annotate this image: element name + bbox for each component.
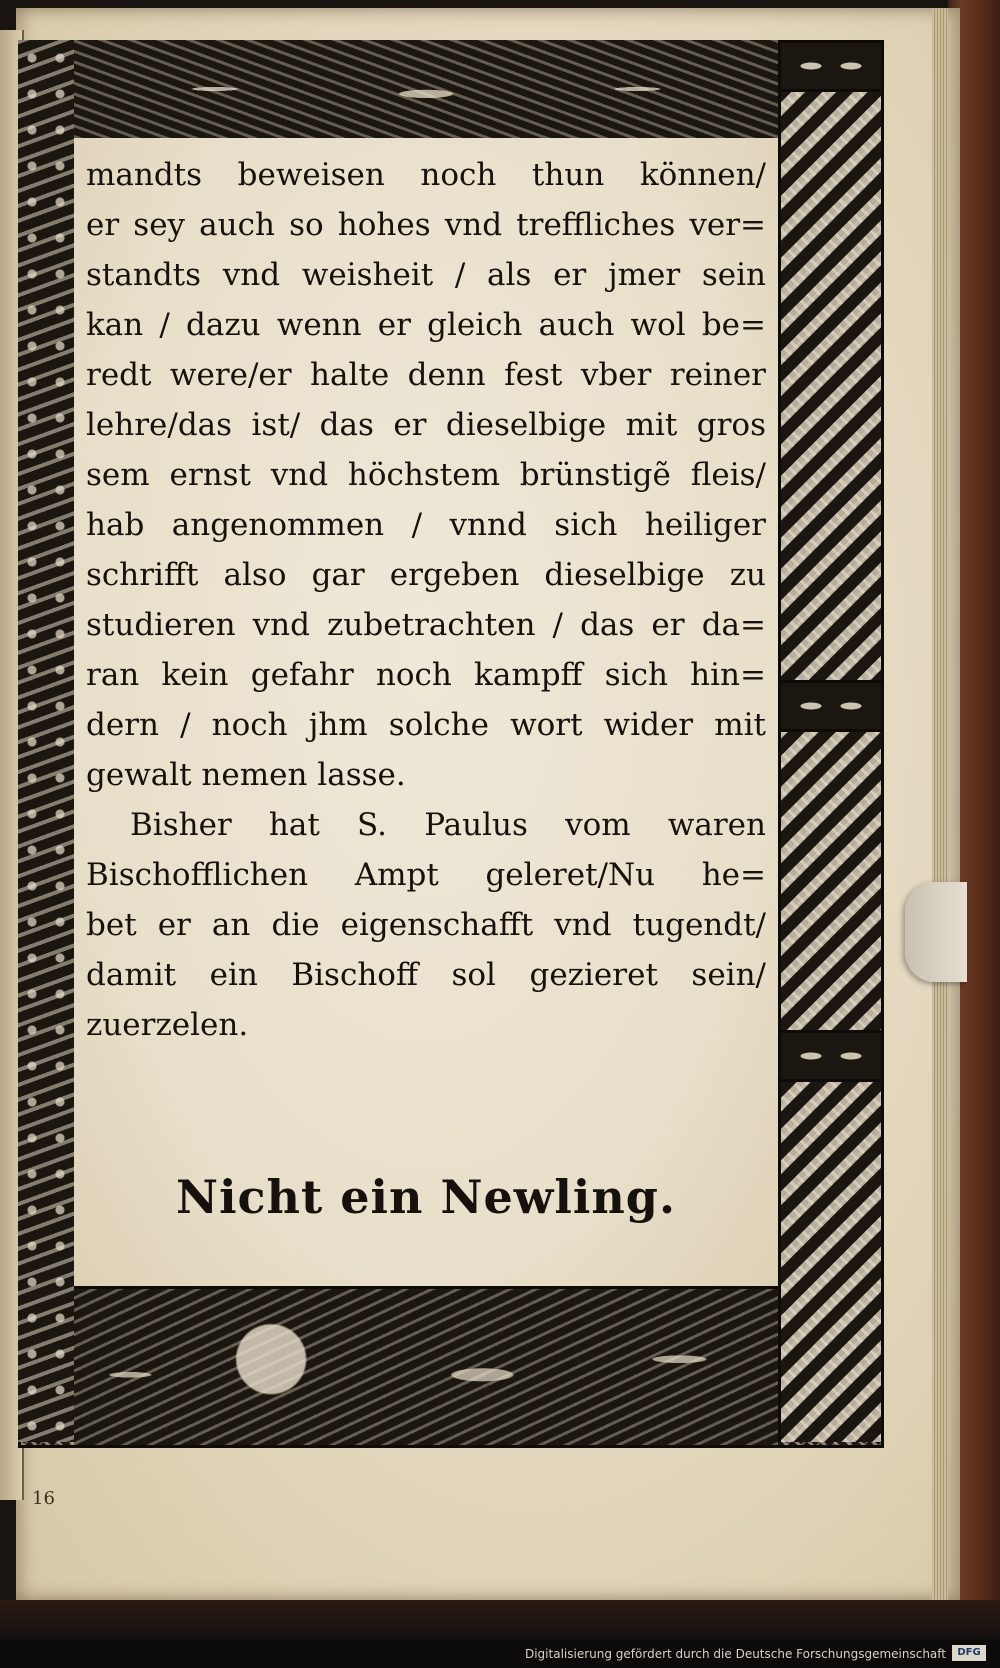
paragraph-line: bet er an die eigenschafft vnd tugendt/ [86,907,766,943]
text-line: mandts beweisen noch thun können/ [86,157,766,193]
body-text [86,150,766,1050]
text-line: standts vnd weisheit / als er jmer sein [86,257,766,293]
book-cover-bottom [0,1600,1000,1640]
column-capital [781,680,881,732]
paragraph-line: Bisher hat S. Paulus vom waren [130,807,766,843]
text-line: dern / noch jhm solche wort wider mit [86,707,766,743]
text-line: er sey auch so hohes vnd treffliches ver= [86,207,766,243]
woodcut-left-column [18,40,77,1442]
page-edge-stack [932,8,948,1600]
text-line: sem ernst vnd höchstem brünstigẽ fleis/ [86,457,766,493]
footer-credit: Digitalisierung gefördert durch die Deutsche Forschungsgemeinschaft [524,1647,946,1661]
column-capital [781,1030,881,1082]
text-line: lehre/das ist/ das er dieselbige mit gros [86,407,766,443]
signature-mark: 16 [32,1488,55,1509]
section-heading: Nicht ein Newling. [176,1170,676,1224]
woodcut-right-column [778,40,881,1442]
text-line: studieren vnd zubetrachten / das er da= [86,607,766,643]
column-capital [781,40,881,92]
paragraph-line: zuerzelen. [86,1007,249,1043]
text-line: schrifft also gar ergeben dieselbige zu [86,557,766,593]
paragraph-line: Bischofflichen Ampt geleret/Nu he= [86,857,766,893]
woodcut-bottom-band [74,1286,778,1445]
woodcut-top-band [74,40,778,141]
text-line: kan / dazu wenn er gleich auch wol be= [86,307,766,343]
text-line: ran kein gefahr noch kampff sich hin= [86,657,766,693]
text-line: gewalt nemen lasse. [86,757,406,793]
text-line: redt were/er halte denn fest vber reiner [86,357,766,393]
dfg-logo: DFG [952,1645,986,1661]
paragraph-line: damit ein Bischoff sol gezieret sein/ [86,957,766,993]
bookmark-tab [905,882,967,982]
text-line: hab angenommen / vnnd sich heiliger [86,507,766,543]
